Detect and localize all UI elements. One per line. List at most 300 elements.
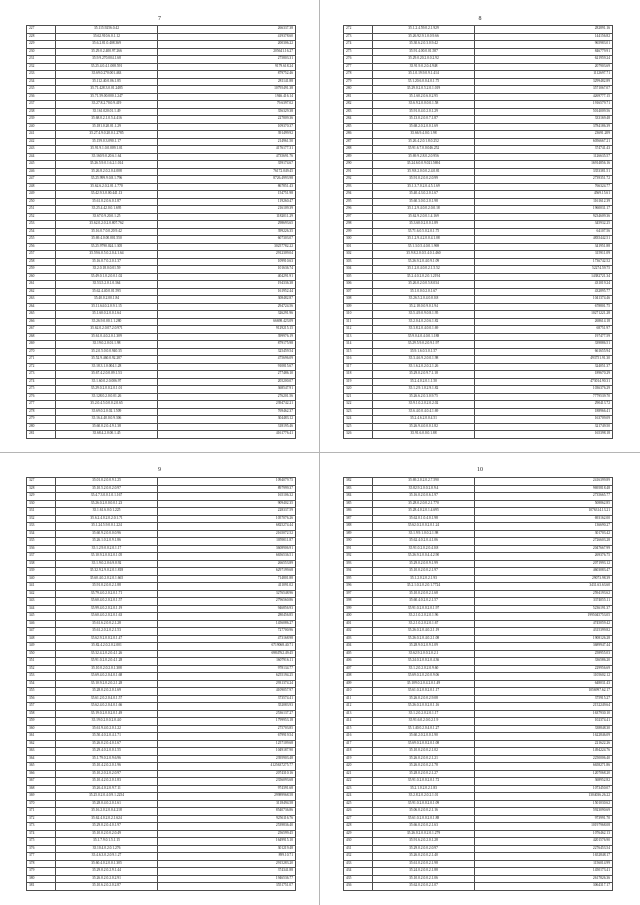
table-row bbox=[27, 41, 296, 49]
cadastral-value: 269376.75 bbox=[475, 553, 613, 561]
row-index: 375 bbox=[27, 838, 56, 846]
cadastral-value: 165106.32 bbox=[158, 493, 296, 501]
row-index: 278 bbox=[27, 408, 56, 416]
cadastral-number: 35.69.2.0.2.0.2.7.590 bbox=[373, 478, 475, 486]
row-index: 434 bbox=[344, 868, 373, 876]
table-row bbox=[27, 131, 296, 139]
cadastral-number: 35.71.428.3.0.01.2485 bbox=[56, 86, 158, 94]
cadastral-value: 268614.18 bbox=[475, 318, 613, 326]
row-index: 322 bbox=[344, 401, 373, 409]
table-row bbox=[344, 56, 613, 64]
cadastral-number: 35.60.3.0.0.2.0.1.98 bbox=[373, 198, 475, 206]
row-index: 281 bbox=[344, 93, 373, 101]
table-row bbox=[344, 138, 613, 146]
cadastral-value: 1607916.11 bbox=[158, 658, 296, 666]
table-row bbox=[27, 26, 296, 34]
cadastral-number: 35.18.3.1.0.004.1.28 bbox=[56, 363, 158, 371]
row-index: 406 bbox=[344, 658, 373, 666]
cadastral-value: 109910.63 bbox=[158, 258, 296, 266]
table-row bbox=[344, 41, 613, 49]
cadastral-number: 35.62.0.2.0.0.2.1.07 bbox=[373, 883, 475, 891]
table-row bbox=[344, 793, 613, 801]
cadastral-value: 4201576.90 bbox=[475, 838, 613, 846]
row-index: 413 bbox=[344, 710, 373, 718]
register-table bbox=[26, 477, 296, 891]
cadastral-value: 607303.07 bbox=[158, 236, 296, 244]
cadastral-value: 374741.43 bbox=[475, 146, 613, 154]
cadastral-value: 431019.24 bbox=[475, 281, 613, 289]
table-row bbox=[27, 56, 296, 64]
table-row bbox=[27, 845, 296, 853]
row-index: 314 bbox=[344, 341, 373, 349]
cadastral-number: 35.28.0.2.0.2.0.1.69 bbox=[56, 688, 158, 696]
cadastral-number: 35.1.0.19.9.0.9.1.414 bbox=[373, 71, 475, 79]
cadastral-number: 35.29.0.2.400.97.266 bbox=[56, 48, 158, 56]
cadastral-number: 35.69.4.0.00.001.550 bbox=[56, 236, 158, 244]
row-index: 348 bbox=[27, 635, 56, 643]
row-index: 326 bbox=[344, 431, 373, 439]
table-row bbox=[27, 478, 296, 486]
cadastral-value: 1946.416.14 bbox=[158, 93, 296, 101]
row-index: 325 bbox=[344, 423, 373, 431]
cadastral-number: 35.19.0.2.0.0.2.0.1.49 bbox=[56, 710, 158, 718]
table-row bbox=[344, 680, 613, 688]
table-row bbox=[27, 808, 296, 816]
table-row bbox=[27, 101, 296, 109]
table-row bbox=[344, 710, 613, 718]
table-row bbox=[344, 815, 613, 823]
table-row bbox=[344, 650, 613, 658]
row-index: 231 bbox=[27, 56, 56, 64]
row-index: 274 bbox=[344, 41, 373, 49]
row-index: 267 bbox=[27, 326, 56, 334]
page-panel-7 bbox=[0, 0, 319, 452]
table-row bbox=[27, 883, 296, 891]
cadastral-number: 35.112.40.0.06.1.85 bbox=[56, 78, 158, 86]
cadastral-number: 35.115.9256.0.42 bbox=[56, 26, 158, 34]
table-row bbox=[27, 710, 296, 718]
cadastral-number: 35.62.0.2.0.07.2.0.971 bbox=[56, 326, 158, 334]
cadastral-number: 35.60.4.0.2.0.2.0.1.57 bbox=[56, 598, 158, 606]
row-index: 335 bbox=[27, 538, 56, 546]
row-index: 237 bbox=[27, 101, 56, 109]
cadastral-number: 35.10.9.2.0.2.0.2.1.28 bbox=[56, 680, 158, 688]
row-index: 235 bbox=[27, 86, 56, 94]
row-index: 343 bbox=[27, 598, 56, 606]
row-index: 329 bbox=[27, 493, 56, 501]
cadastral-value: 221622.26 bbox=[475, 740, 613, 748]
cadastral-number: 35.26.0.2.0.0.2.0.1.279 bbox=[373, 830, 475, 838]
row-index: 256 bbox=[27, 243, 56, 251]
row-index: 293 bbox=[344, 183, 373, 191]
cadastral-value: 194336.38 bbox=[158, 281, 296, 289]
cadastral-number: 35.9.0.4.0.4.0.0.1.188 bbox=[373, 333, 475, 341]
cadastral-value: 679919.54 bbox=[158, 733, 296, 741]
cadastral-number: 35.61.0.2.0.6.0.1.87 bbox=[56, 198, 158, 206]
cadastral-number: 35.26.0.2.0.0.2.1.40 bbox=[373, 853, 475, 861]
row-index: 260 bbox=[27, 273, 56, 281]
row-index: 423 bbox=[344, 785, 373, 793]
cadastral-value: 9256116.76 bbox=[158, 815, 296, 823]
cadastral-value: 229956.69 bbox=[475, 665, 613, 673]
row-index: 362 bbox=[27, 740, 56, 748]
row-index: 270 bbox=[27, 348, 56, 356]
table-row bbox=[27, 868, 296, 876]
cadastral-value: 3608906.91 bbox=[158, 545, 296, 553]
cadastral-value: 1076462.13 bbox=[475, 830, 613, 838]
cadastral-value: 282891.16 bbox=[475, 26, 613, 34]
cadastral-value: 2394742.21 bbox=[158, 401, 296, 409]
table-row bbox=[27, 553, 296, 561]
cadastral-value: 9695818.48 bbox=[475, 485, 613, 493]
cadastral-value: 290413.72 bbox=[475, 401, 613, 409]
row-index: 248 bbox=[27, 183, 56, 191]
cadastral-number: 35.16.0.7.0.2.0.1.37 bbox=[56, 258, 158, 266]
cadastral-value: 23691.209 bbox=[475, 131, 613, 139]
cadastral-value: 277486.10 bbox=[158, 371, 296, 379]
row-index: 381 bbox=[27, 883, 56, 891]
cadastral-number: 35.6.9.2.0.0.0.0.1.58 bbox=[373, 101, 475, 109]
cadastral-value: 68751.97 bbox=[475, 326, 613, 334]
cadastral-value: 10271221.28 bbox=[475, 311, 613, 319]
cadastral-value: 879175.98 bbox=[158, 341, 296, 349]
row-index: 250 bbox=[27, 198, 56, 206]
table-row bbox=[344, 778, 613, 786]
cadastral-value: 4835442.51 bbox=[475, 236, 613, 244]
row-index: 418 bbox=[344, 748, 373, 756]
table-row bbox=[344, 176, 613, 184]
table-row bbox=[344, 620, 613, 628]
cadastral-number: 35.24.6.0.0.9.021.5694 bbox=[373, 161, 475, 169]
cadastral-value: 144156.82 bbox=[475, 33, 613, 41]
table-row bbox=[27, 703, 296, 711]
cadastral-value: 2739351.72 bbox=[475, 176, 613, 184]
table-row bbox=[27, 386, 296, 394]
cadastral-number: 35.91.4.00.0.01.587 bbox=[373, 48, 475, 56]
table-row bbox=[344, 665, 613, 673]
table-row bbox=[344, 883, 613, 891]
cadastral-value: 404291.91 bbox=[158, 273, 296, 281]
table-row bbox=[344, 221, 613, 229]
row-index: 379 bbox=[27, 868, 56, 876]
cadastral-value: 946856.93 bbox=[158, 605, 296, 613]
cadastral-value: 101636.74 bbox=[158, 266, 296, 274]
table-row bbox=[27, 680, 296, 688]
table-row bbox=[27, 161, 296, 169]
cadastral-number: 35.26.5.2.0.4.0.0.0.8 bbox=[373, 296, 475, 304]
table-row bbox=[344, 703, 613, 711]
cadastral-value: 909402.35 bbox=[158, 500, 296, 508]
cadastral-value: 3784186.39 bbox=[475, 123, 613, 131]
table-row bbox=[344, 538, 613, 546]
row-index: 337 bbox=[27, 553, 56, 561]
table-row bbox=[27, 363, 296, 371]
cadastral-value: 266337.38 bbox=[158, 26, 296, 34]
table-row bbox=[344, 153, 613, 161]
cadastral-value: 29073.98.39 bbox=[475, 575, 613, 583]
row-index: 396 bbox=[344, 583, 373, 591]
cadastral-number: 35.10.0.2.0.0.2.0.49 bbox=[56, 830, 158, 838]
row-index: 315 bbox=[344, 348, 373, 356]
table-row bbox=[344, 86, 613, 94]
table-row bbox=[27, 251, 296, 259]
table-row bbox=[27, 785, 296, 793]
row-index: 415 bbox=[344, 725, 373, 733]
row-index: 384 bbox=[344, 493, 373, 501]
row-index: 276 bbox=[344, 56, 373, 64]
cadastral-number: 35.13.0.2.0.0.7.1.87 bbox=[373, 116, 475, 124]
cadastral-number: 35.26.9.0.00.1.1.280 bbox=[56, 318, 158, 326]
cadastral-value: 275803.31 bbox=[158, 56, 296, 64]
cadastral-number: 35.60.0.2.0.4.9.1.38 bbox=[56, 423, 158, 431]
row-index: 311 bbox=[344, 318, 373, 326]
table-row bbox=[344, 755, 613, 763]
row-index: 430 bbox=[344, 838, 373, 846]
cadastral-value: 102374.41 bbox=[475, 718, 613, 726]
cadastral-value: 1156014.99 bbox=[475, 860, 613, 868]
cadastral-value: 1036376.29 bbox=[475, 386, 613, 394]
cadastral-value: 3571067.07 bbox=[475, 86, 613, 94]
table-row bbox=[344, 26, 613, 34]
cadastral-number: 35.10.0.2.0.0.2.1.68 bbox=[373, 590, 475, 598]
table-row bbox=[344, 326, 613, 334]
cadastral-value: 3064317.17 bbox=[475, 883, 613, 891]
cadastral-value: 161952.44 bbox=[158, 288, 296, 296]
cadastral-value: 2165072.52 bbox=[158, 530, 296, 538]
cadastral-value: 493751.91.30 bbox=[475, 356, 613, 364]
row-index: 409 bbox=[344, 680, 373, 688]
row-index: 320 bbox=[344, 386, 373, 394]
cadastral-value: 66698.423.09 bbox=[158, 318, 296, 326]
table-row bbox=[27, 108, 296, 116]
table-row bbox=[344, 33, 613, 41]
cadastral-value: 3689947.44 bbox=[475, 643, 613, 651]
cadastral-number: 35.2.18.0.0.9.0.1.94 bbox=[373, 303, 475, 311]
cadastral-value: 2395903.48 bbox=[158, 755, 296, 763]
cadastral-number: 35.10.0.2.0.2.0.1.308 bbox=[56, 665, 158, 673]
cadastral-number: 35.1.3.0.5.4.0.0.1.969 bbox=[373, 243, 475, 251]
table-row bbox=[27, 393, 296, 401]
cadastral-value: 4735691.76 bbox=[158, 153, 296, 161]
row-index: 269 bbox=[27, 341, 56, 349]
row-index: 298 bbox=[344, 221, 373, 229]
row-index: 236 bbox=[27, 93, 56, 101]
row-index: 392 bbox=[344, 553, 373, 561]
row-index: 366 bbox=[27, 770, 56, 778]
row-index: 279 bbox=[27, 416, 56, 424]
row-index: 359 bbox=[27, 718, 56, 726]
table-row bbox=[344, 251, 613, 259]
cadastral-value: 373574.41 bbox=[158, 695, 296, 703]
row-index: 339 bbox=[27, 568, 56, 576]
table-row bbox=[27, 800, 296, 808]
table-row bbox=[27, 116, 296, 124]
cadastral-number: 35.60.9.2.0.0.0.0.96 bbox=[56, 530, 158, 538]
table-row bbox=[27, 311, 296, 319]
row-index: 278 bbox=[344, 71, 373, 79]
row-index: 234 bbox=[27, 78, 56, 86]
cadastral-number: 35.68.4.2.0.00.1.45 bbox=[56, 431, 158, 439]
table-row bbox=[27, 123, 296, 131]
cadastral-number: 35.25.4.0.4.1.008.591 bbox=[56, 63, 158, 71]
table-row bbox=[27, 823, 296, 831]
row-index: 305 bbox=[344, 273, 373, 281]
cadastral-number: 35.26.0.2.0.0.0.0.1.23 bbox=[56, 500, 158, 508]
cadastral-value: 154751.98 bbox=[158, 191, 296, 199]
row-index: 380 bbox=[27, 875, 56, 883]
table-row bbox=[27, 718, 296, 726]
cadastral-value: 227809.36 bbox=[158, 116, 296, 124]
table-row bbox=[344, 408, 613, 416]
row-index: 227 bbox=[27, 26, 56, 34]
cadastral-number: 35.29.0.2.0.4.0.1.97 bbox=[56, 823, 158, 831]
row-index: 280 bbox=[27, 423, 56, 431]
table-row bbox=[344, 695, 613, 703]
cadastral-number: 35.10.0.2.0.0.2.1.06 bbox=[373, 875, 475, 883]
row-index: 331 bbox=[27, 508, 56, 516]
cadastral-value: 899.10.71 bbox=[158, 853, 296, 861]
row-index: 263 bbox=[27, 296, 56, 304]
cadastral-value: 1105602.12 bbox=[475, 673, 613, 681]
cadastral-value: 205641.16.27 bbox=[158, 48, 296, 56]
cadastral-value: 2726603.28 bbox=[475, 538, 613, 546]
table-row bbox=[27, 138, 296, 146]
cadastral-number: 35.26.92.9.1.0.0.9.66 bbox=[373, 33, 475, 41]
cadastral-number: 35.82.9.2.0.0.2.0.9.4 bbox=[373, 485, 475, 493]
cadastral-value: 308482.87 bbox=[158, 296, 296, 304]
row-index: 276 bbox=[27, 393, 56, 401]
cadastral-value: 1450173.41 bbox=[475, 868, 613, 876]
cadastral-value: 867851.43 bbox=[158, 183, 296, 191]
table-row bbox=[27, 281, 296, 289]
row-index: 354 bbox=[27, 680, 56, 688]
cadastral-value: 258955.03 bbox=[475, 650, 613, 658]
table-row bbox=[344, 266, 613, 274]
table-row bbox=[27, 348, 296, 356]
cadastral-number: 35.1.24.5.9.0.0.1.224 bbox=[56, 523, 158, 531]
row-index: 334 bbox=[27, 530, 56, 538]
row-index: 272 bbox=[27, 363, 56, 371]
cadastral-value: 8540736.86 bbox=[158, 808, 296, 816]
cadastral-number: 35.161.020.01.1.49 bbox=[56, 108, 158, 116]
cadastral-number: 35.99.4.0.2.0.2.0.1.19 bbox=[56, 605, 158, 613]
cadastral-value: 359174.67 bbox=[158, 161, 296, 169]
cadastral-value: 1995045753.05 bbox=[475, 613, 613, 621]
cadastral-value: 727700.96 bbox=[158, 628, 296, 636]
cadastral-number: 35.62.9.2.0.0.2.0.2.1 bbox=[373, 650, 475, 658]
row-index: 296 bbox=[344, 206, 373, 214]
table-row bbox=[27, 530, 296, 538]
cadastral-number: 35.26.4.0.2.0.9.7.11 bbox=[56, 785, 158, 793]
cadastral-number: 35.91.0.2.0.0.2.0.1.72 bbox=[373, 778, 475, 786]
cadastral-number: 35.68.2.0.2.0.0.1.69 bbox=[373, 123, 475, 131]
cadastral-number: 35.26.5.9.0.1.6.2.1.014 bbox=[56, 161, 158, 169]
cadastral-value: 301219.48 bbox=[158, 845, 296, 853]
table-row bbox=[27, 665, 296, 673]
cadastral-value: 2356093.68 bbox=[158, 778, 296, 786]
cadastral-number: 35.1.2.9.0.0.2.0.1.17 bbox=[56, 545, 158, 553]
cadastral-value: 475696.09 bbox=[158, 356, 296, 364]
cadastral-number: 35.16.0.2.0.0.6.1.97 bbox=[373, 493, 475, 501]
row-index: 385 bbox=[344, 500, 373, 508]
cadastral-number: 35.1.79.0.2.0.9.6.96 bbox=[56, 755, 158, 763]
cadastral-value: 2416399.89 bbox=[475, 478, 613, 486]
row-index: 319 bbox=[344, 378, 373, 386]
row-index: 275 bbox=[344, 48, 373, 56]
table-row bbox=[344, 341, 613, 349]
table-row bbox=[344, 568, 613, 576]
row-index: 266 bbox=[27, 318, 56, 326]
cadastral-number: 35.1.2.0.4.0.0.2.1.5.52 bbox=[373, 266, 475, 274]
row-index: 399 bbox=[344, 605, 373, 613]
cadastral-value: 301703.42 bbox=[475, 530, 613, 538]
table-row bbox=[27, 748, 296, 756]
cadastral-value: 64107.56 bbox=[475, 228, 613, 236]
cadastral-number: 35.40.4.3.0.2.0.1.67 bbox=[373, 191, 475, 199]
row-index: 386 bbox=[344, 508, 373, 516]
cadastral-number: 35.16.2.0.2.0.0.4.218 bbox=[56, 808, 158, 816]
row-index: 304 bbox=[344, 266, 373, 274]
cadastral-value: 3374055.11 bbox=[475, 598, 613, 606]
row-index: 412 bbox=[344, 703, 373, 711]
row-index: 287 bbox=[344, 138, 373, 146]
cadastral-value: 298693.65 bbox=[158, 221, 296, 229]
cadastral-number: 35.28.0.2.0.0.2.1.27 bbox=[373, 770, 475, 778]
row-index: 429 bbox=[344, 830, 373, 838]
cadastral-number: 35.16.4.40.0.0.9.306 bbox=[56, 416, 158, 424]
cadastral-number: 35.69.4.0.2.0.4.0.1.68 bbox=[56, 673, 158, 681]
page-number: 7 bbox=[158, 16, 161, 22]
cadastral-number: 35.181.0.20.01.1.29 bbox=[56, 123, 158, 131]
cadastral-number: 35.60.4.0.2.0.0.1.305 bbox=[56, 860, 158, 868]
table-row bbox=[344, 213, 613, 221]
row-index: 397 bbox=[344, 590, 373, 598]
cadastral-number: 35.1.9.0.2.0.6.9.0.92 bbox=[56, 560, 158, 568]
table-row bbox=[27, 770, 296, 778]
cadastral-number: 35.26.9.4.0.0.0.1.82 bbox=[373, 423, 475, 431]
cadastral-number: 35.61.9.4.0.2.0.1.22 bbox=[56, 725, 158, 733]
row-index: 346 bbox=[27, 620, 56, 628]
table-row bbox=[27, 93, 296, 101]
cadastral-value: 368547.91 bbox=[158, 386, 296, 394]
cadastral-value: 399226.35 bbox=[158, 228, 296, 236]
row-index: 289 bbox=[344, 153, 373, 161]
cadastral-value: 879752.46 bbox=[158, 71, 296, 79]
cadastral-value: 109370.37 bbox=[158, 123, 296, 131]
row-index: 308 bbox=[344, 296, 373, 304]
row-index: 404 bbox=[344, 643, 373, 651]
row-index: 255 bbox=[27, 236, 56, 244]
table-row bbox=[27, 860, 296, 868]
cadastral-number: 35.66.0.2.0.0.2.1.63 bbox=[373, 823, 475, 831]
table-row bbox=[344, 123, 613, 131]
cadastral-number: 35.25.9790.024.1.305 bbox=[56, 243, 158, 251]
row-index: 265 bbox=[27, 311, 56, 319]
table-row bbox=[27, 538, 296, 546]
table-row bbox=[344, 191, 613, 199]
table-row bbox=[27, 755, 296, 763]
cadastral-value: 9234609.36 bbox=[475, 213, 613, 221]
cadastral-value: 1960031.17 bbox=[475, 206, 613, 214]
table-row bbox=[27, 191, 296, 199]
row-index: 244 bbox=[27, 153, 56, 161]
cadastral-number: 35.66.9.4.0.0.1.98 bbox=[373, 131, 475, 139]
cadastral-value: 2931374.24 bbox=[158, 680, 296, 688]
row-index: 240 bbox=[27, 123, 56, 131]
cadastral-number: 35.1.2.4.59.0.2.1.929 bbox=[373, 26, 475, 34]
table-row bbox=[344, 560, 613, 568]
cadastral-number: 35.10.6.2.0.2.0.2.87 bbox=[56, 883, 158, 891]
